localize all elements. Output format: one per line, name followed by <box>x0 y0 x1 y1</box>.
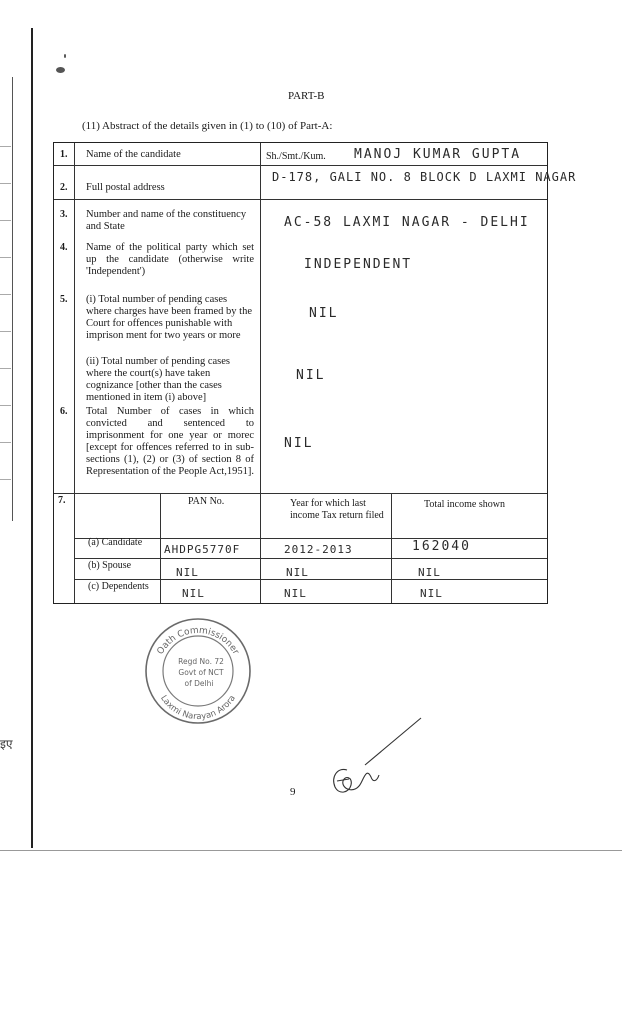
dependents-row-label: (c) Dependents <box>88 581 149 592</box>
candidate-name-value: MANOJ KUMAR GUPTA <box>354 147 522 162</box>
candidate-pan: AHDPG5770F <box>164 543 241 556</box>
signature <box>325 715 425 800</box>
dependents-income: NIL <box>420 587 443 600</box>
stamp-line-1: Regd No. 72 <box>178 657 224 666</box>
oath-commissioner-stamp <box>143 616 253 726</box>
row-number: 2. <box>60 182 68 193</box>
row-number: 5. <box>60 294 68 305</box>
adjacent-page-lines <box>0 110 11 510</box>
row-divider <box>74 558 547 559</box>
column-divider <box>391 493 392 603</box>
abstract-line: (11) Abstract of the details given in (1) to (10) of Part-A: <box>82 120 333 132</box>
party-value: INDEPENDENT <box>304 257 413 272</box>
row-number: 4. <box>60 242 68 253</box>
pending-cases-framed-value: NIL <box>309 306 339 321</box>
stamp-line-2: Govt of NCT <box>178 668 224 677</box>
stamp-line-3: of Delhi <box>184 679 214 688</box>
dependents-pan: NIL <box>182 587 205 600</box>
pan-header: PAN No. <box>188 496 225 507</box>
spouse-pan: NIL <box>176 566 199 579</box>
candidate-income: 162040 <box>412 539 471 554</box>
pending-cases-cognizance-label: (ii) Total number of pending cases where the court(s) have taken cognizance [other than the cases mentioned in item (i) above] <box>86 356 230 403</box>
spouse-row-label: (b) Spouse <box>88 560 132 571</box>
total-income-header: Total income shown <box>424 499 505 510</box>
spouse-tax-year: NIL <box>286 566 309 579</box>
spouse-income: NIL <box>418 566 441 579</box>
constituency-label: Number and name of the constituency and State <box>86 209 247 232</box>
stamp-outer-text: Oath Commissioner <box>155 625 241 657</box>
pending-cases-cognizance-value: NIL <box>296 368 326 383</box>
row-number: 6. <box>60 406 68 417</box>
part-title: PART-B <box>288 90 325 102</box>
convicted-cases-value: NIL <box>284 436 314 451</box>
row-number: 1. <box>60 149 68 160</box>
page-number: 9 <box>290 786 296 798</box>
salutation-prefix: Sh./Smt./Kum. <box>266 151 326 162</box>
row-divider <box>54 165 547 166</box>
row-divider <box>54 493 547 494</box>
row-divider <box>54 199 547 200</box>
row-number: 7. <box>58 495 66 506</box>
constituency-value: AC-58 LAXMI NAGAR - DELHI <box>284 215 530 230</box>
column-divider <box>260 143 261 603</box>
postal-address-label: Full postal address <box>86 182 165 193</box>
page-bottom-edge <box>0 850 622 851</box>
convicted-cases-label: Total Number of cases in which convicted and sentenced to imprisonment for one year or morec [except for offences referred to in sub-sections (1), (2) or (3) of section 8 of Representation of the People Act,1951]. <box>86 406 254 477</box>
postal-address-value: D-178, GALI NO. 8 BLOCK D LAXMI NAGAR <box>272 170 577 184</box>
page-binding-edge <box>31 28 33 848</box>
tax-year-header: Year for which last income Tax return filed <box>290 498 384 521</box>
row-divider <box>74 538 547 539</box>
scan-speck <box>56 67 65 73</box>
margin-mark: इए <box>0 737 13 751</box>
candidate-tax-year: 2012-2013 <box>284 543 353 556</box>
candidate-name-label: Name of the candidate <box>86 149 181 160</box>
column-divider <box>74 143 75 603</box>
party-label: Name of the political party which set up the candidate (otherwise write 'Independent') <box>86 242 254 277</box>
row-divider <box>74 579 547 580</box>
pending-cases-framed-label: (i) Total number of pending cases where charges have been framed by the Court for offences punishable with imprison ment for two years or more <box>86 294 252 341</box>
dependents-tax-year: NIL <box>284 587 307 600</box>
row-number: 3. <box>60 209 68 220</box>
column-divider <box>160 493 161 603</box>
candidate-row-label: (a) Candidate <box>88 537 143 548</box>
details-table <box>53 142 577 604</box>
stamp-bottom-text: Laxmi Narayan Arora <box>158 693 238 723</box>
scan-speck <box>64 54 66 58</box>
